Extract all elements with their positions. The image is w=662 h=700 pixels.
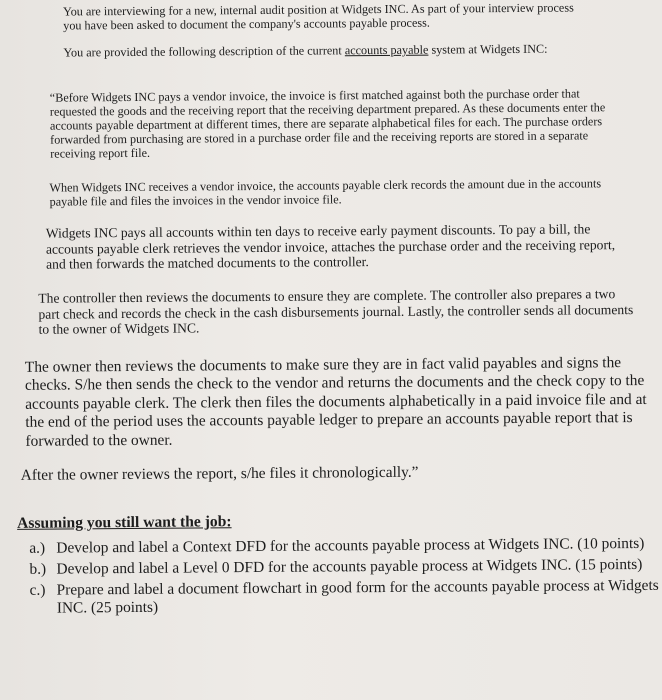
task-marker: c.) [29,581,46,599]
provided-lead-text: You are provided the following description of the current [63,43,345,60]
description-paragraph-3: Widgets INC pays all accounts within ten days to receive early payment discounts. To pay a bill, the accounts payable clerk retrieves the vendor invoice, attaches the purchase order and the receiving report, and then forwards the matched documents to the controller. [45,221,616,272]
provided-tail-text: system at Widgets INC: [428,41,548,57]
task-list [29,535,662,621]
assignment-heading: Assuming you still want the job: [17,513,232,532]
description-paragraph-5: The owner then reviews the documents to make sure they are in fact valid payables and signs the checks. S/he then sends the check to the vendor and returns the documents and the check copy to the accounts payable clerk. The clerk then files the documents alphabetically in a paid invoice file and at the end of the period uses the accounts payable ledger to prepare an accounts payable report that is forwarded to the owner. [24,354,647,450]
task-text: Develop and label a Level 0 DFD for the accounts payable process at Widgets INC. (15 points) [56,555,643,578]
task-item-c [30,576,662,619]
task-text: Develop and label a Context DFD for the accounts payable process at Widgets INC. (10 points) [56,534,645,557]
task-item-a [29,535,662,559]
accounts-payable-underlined: accounts payable [344,42,429,58]
task-marker: b.) [29,560,47,578]
intro-paragraph: You are interviewing for a new, internal audit position at Widgets INC. As part of your interview process you have been asked to document the company's accounts payable process. [63,0,574,33]
description-paragraph-1: “Before Widgets INC pays a vendor invoice, the invoice is first matched against both the purchase order that requested the goods and the receiving report that the receiving department prepared. As these documents enter the accounts payable department at different times, there are separate alphabetical files for each. The purchase orders forwarded from purchasing are stored in a purchase order file and the receiving reports are stored in a separate receiving report file. [49,86,606,161]
description-paragraph-4: The controller then reviews the documents to ensure they are complete. The controller also prepares a two part check and records the check in the cash disbursements journal. Lastly, the controller sends all documents to the owner of Widgets INC. [38,286,634,337]
provided-description-paragraph [63,41,585,59]
task-text: Prepare and label a document flowchart in good form for the accounts payable process at Widgets INC. (25 points) [56,576,659,617]
description-paragraph-6: After the owner reviews the report, s/he files it chronologically.” [20,463,419,484]
task-item-b [29,556,662,580]
description-paragraph-2: When Widgets INC receives a vendor invoice, the accounts payable clerk records the amount due in the accounts payable file and files the invoices in the vendor invoice file. [49,176,602,209]
task-marker: a.) [29,539,46,557]
